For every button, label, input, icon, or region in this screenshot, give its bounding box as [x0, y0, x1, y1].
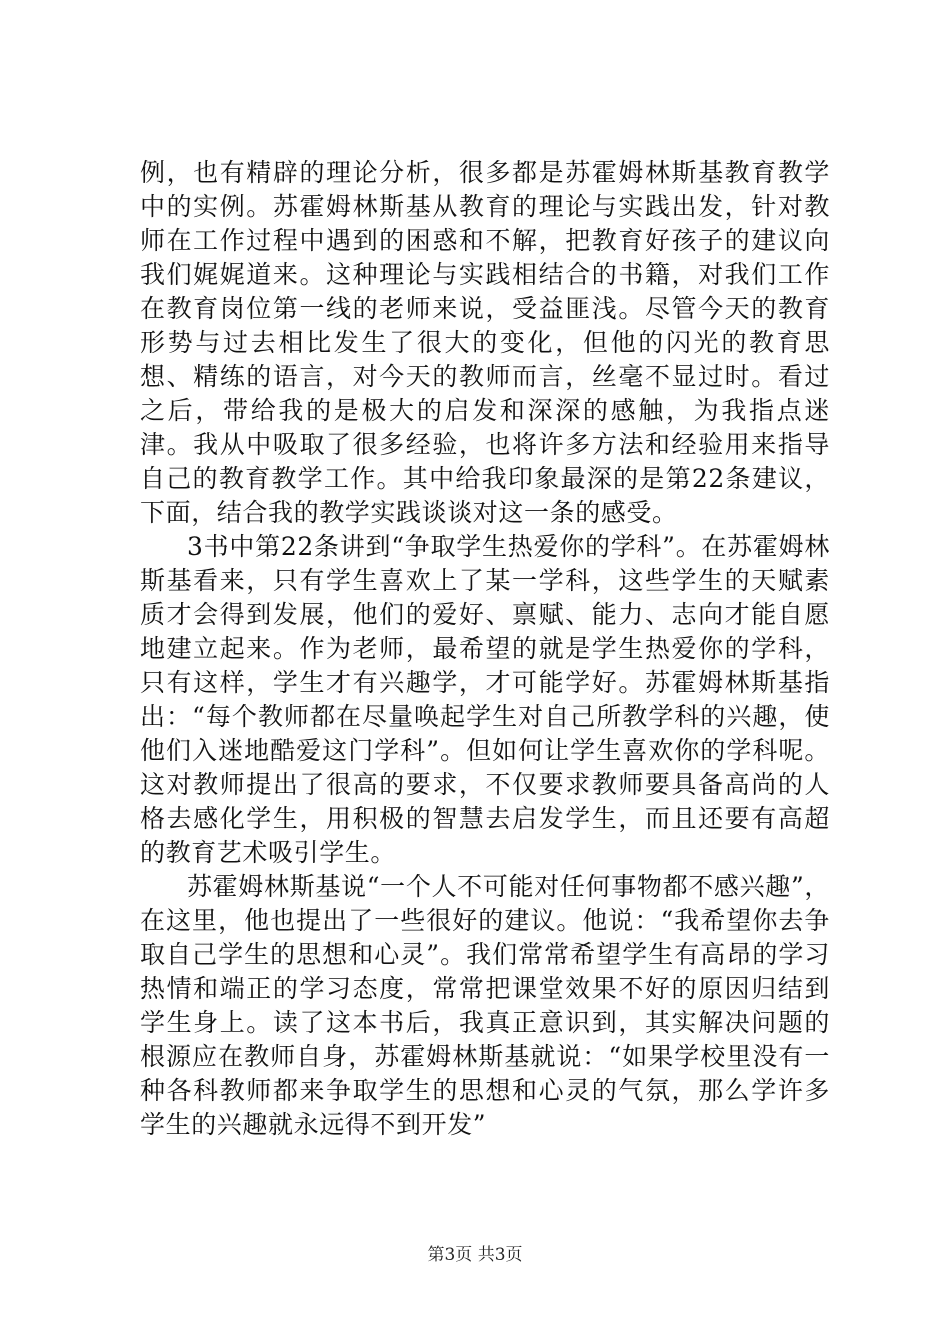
document-body: [140, 156, 830, 1142]
page-number-label: 第3页 共3页: [427, 1245, 523, 1265]
paragraph-article-22: 3书中第22条讲到“争取学生热爱你的学科”。在苏霍姆林斯基看来，只有学生喜欢上了某一学科，这些学生的天赋素质才会得到发展，他们的爱好、禀赋、能力、志向才能自愿地建立起来。作为老师，最希望的就是学生热爱你的学科，只有这样，学生才有兴趣学，才可能学好。苏霍姆林斯基指出：“每个教师都在尽量唤起学生对自己所教学科的兴趣，使他们入迷地酷爱这门学科”。但如何让学生喜欢你的学科呢。这对教师提出了很高的要求，不仅要求教师要具备高尚的人格去感化学生，用积极的智慧去启发学生，而且还要有高超的教育艺术吸引学生。: [140, 532, 830, 867]
paragraph-interest: 苏霍姆林斯基说“一个人不可能对任何事物都不感兴趣”，在这里，他也提出了一些很好的建议。他说：“我希望你去争取自己学生的思想和心灵”。我们常常希望学生有高昂的学习热情和端正的学习态度，常常把课堂效果不好的原因归结到学生身上。读了这本书后，我真正意识到，其实解决问题的根源应在教师自身，苏霍姆林斯基就说：“如果学校里没有一种各科教师都来争取学生的思想和心灵的气氛，那么学许多学生的兴趣就永远得不到开发”: [140, 872, 830, 1139]
paragraph-continuation: 例，也有精辟的理论分析，很多都是苏霍姆林斯基教育教学中的实例。苏霍姆林斯基从教育的理论与实践出发，针对教师在工作过程中遇到的困惑和不解，把教育好孩子的建议向我们娓娓道来。这种理论与实践相结合的书籍，对我们工作在教育岗位第一线的老师来说，受益匪浅。尽管今天的教育形势与过去相比发生了很大的变化，但他的闪光的教育思想、精练的语言，对今天的教师而言，丝毫不显过时。看过之后，带给我的是极大的启发和深深的感触，为我指点迷津。我从中吸取了很多经验，也将许多方法和经验用来指导自己的教育教学工作。其中给我印象最深的是第22条建议，下面，结合我的教学实践谈谈对这一条的感受。: [140, 158, 830, 527]
page-footer: [0, 1244, 950, 1266]
